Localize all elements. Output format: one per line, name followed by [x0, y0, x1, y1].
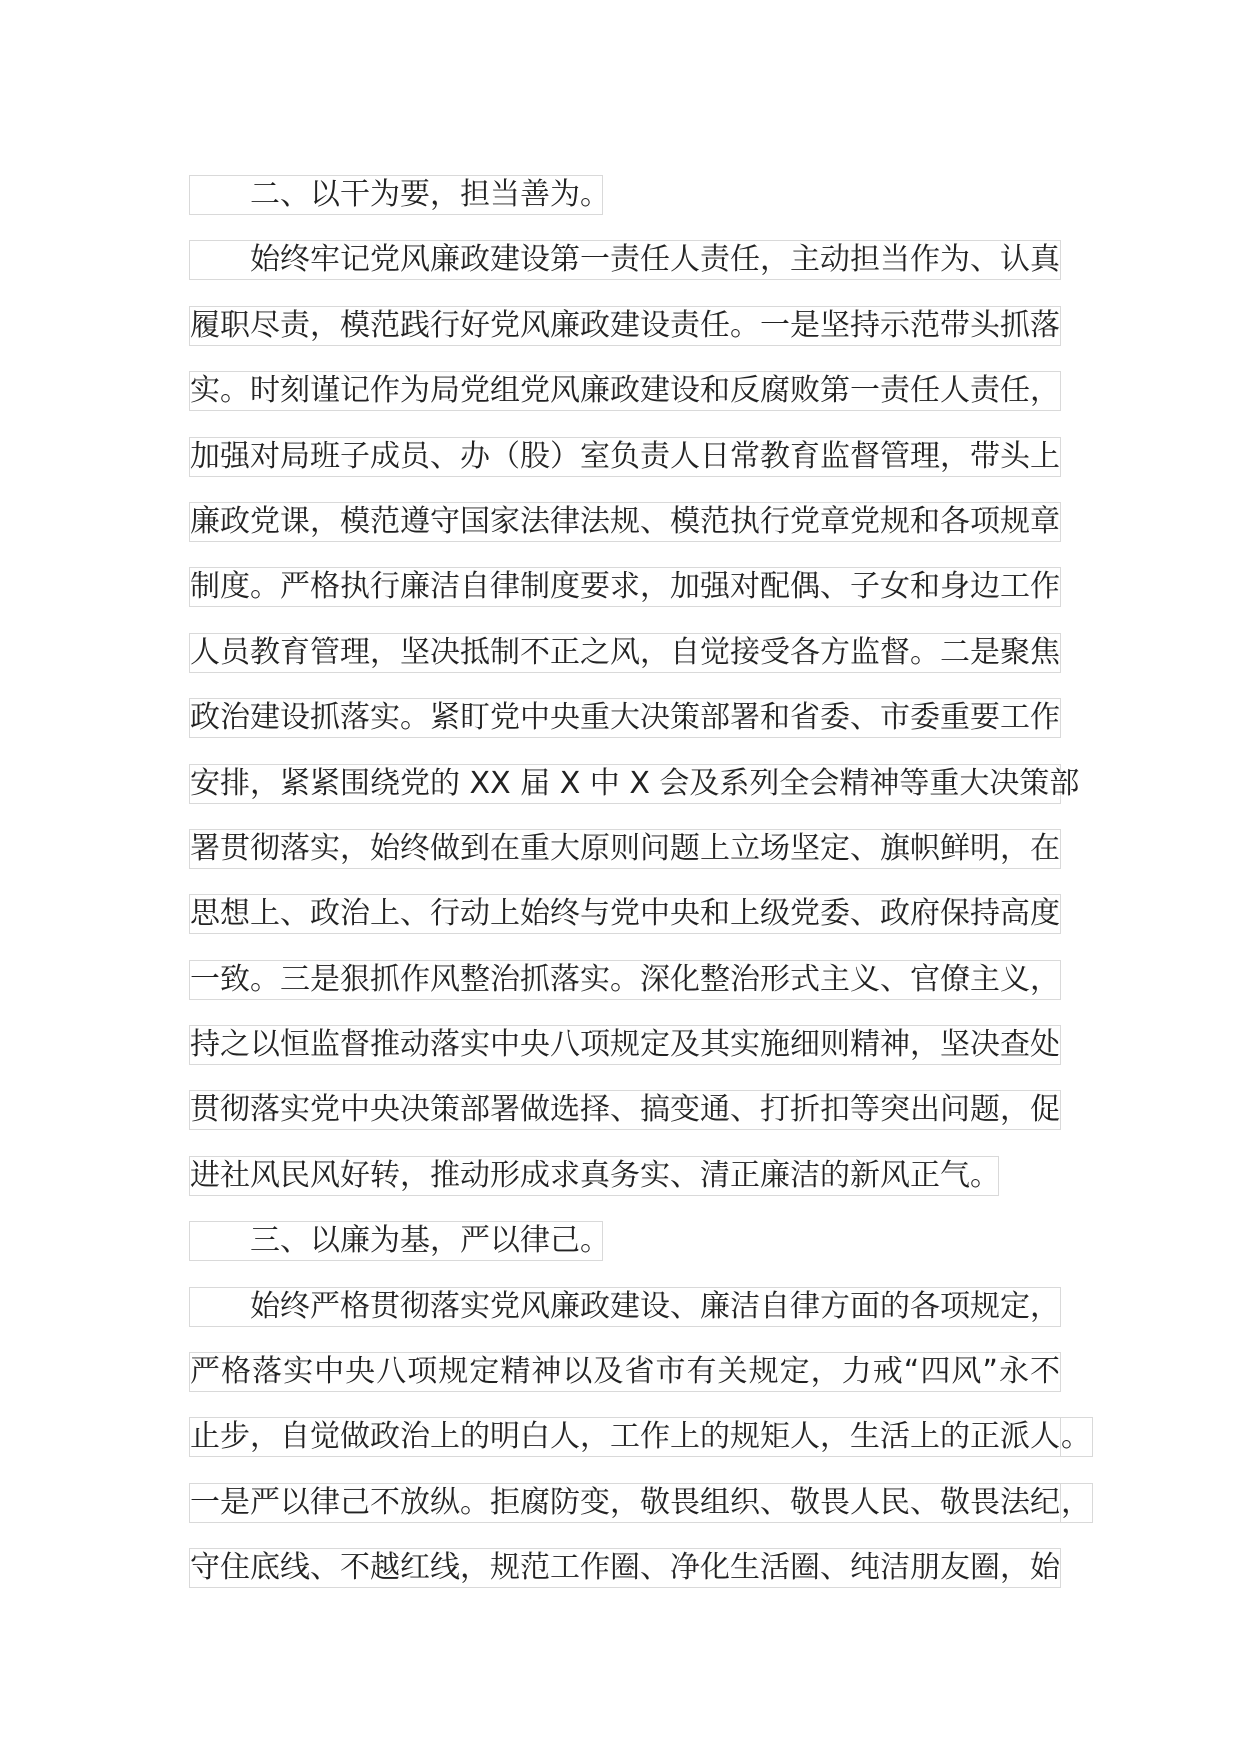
section-heading-row: [189, 175, 1093, 215]
paragraph-line: 人员教育管理，坚决抵制不正之风，自觉接受各方监督。二是聚焦: [189, 633, 1061, 673]
paragraph-line: 一致。三是狠抓作风整治抓落实。深化整治形式主义、官僚主义，: [189, 960, 1061, 1000]
paragraph-row: [189, 240, 1093, 280]
paragraph-line-overflow: ，: [1061, 1483, 1093, 1523]
paragraph-line: 贯彻落实党中央决策部署做选择、搞变通、打折扣等突出问题，促: [189, 1090, 1061, 1130]
paragraph-row: [189, 1090, 1093, 1130]
paragraph-row: [189, 894, 1093, 934]
paragraph-row: [189, 1287, 1093, 1327]
section-heading-row: [189, 1221, 1093, 1261]
paragraph-row: [189, 960, 1093, 1000]
paragraph-line: 安排，紧紧围绕党的 XX 届 X 中 X 会及系列全会精神等重大决策部: [189, 764, 1061, 804]
paragraph-line: 思想上、政治上、行动上始终与党中央和上级党委、政府保持高度: [189, 894, 1061, 934]
paragraph-row: [189, 1352, 1093, 1392]
paragraph-row: [189, 437, 1093, 477]
paragraph-line: 履职尽责，模范践行好党风廉政建设责任。一是坚持示范带头抓落: [189, 306, 1061, 346]
paragraph-row: [189, 1483, 1093, 1523]
paragraph-row: [189, 633, 1093, 673]
paragraph-line: 严格落实中央八项规定精神以及省市有关规定，力戒“四风”永不: [189, 1352, 1061, 1392]
paragraph-line-overflow: 。: [1061, 1417, 1093, 1457]
paragraph-row: [189, 567, 1093, 607]
section-heading: 二、以干为要，担当善为。: [189, 175, 603, 215]
paragraph-line: 政治建设抓落实。紧盯党中央重大决策部署和省委、市委重要工作: [189, 698, 1061, 738]
paragraph-row: [189, 1156, 1093, 1196]
paragraph-row: [189, 764, 1093, 804]
section-heading: 三、以廉为基，严以律己。: [189, 1221, 603, 1261]
document-body: [189, 175, 1093, 1614]
paragraph-line: 廉政党课，模范遵守国家法律法规、模范执行党章党规和各项规章: [189, 502, 1061, 542]
paragraph-row: [189, 502, 1093, 542]
paragraph-line: 制度。严格执行廉洁自律制度要求，加强对配偶、子女和身边工作: [189, 567, 1061, 607]
paragraph-row: [189, 1548, 1093, 1588]
paragraph-line: 守住底线、不越红线，规范工作圈、净化生活圈、纯洁朋友圈，始: [189, 1548, 1061, 1588]
paragraph-line: 加强对局班子成员、办（股）室负责人日常教育监督管理，带头上: [189, 437, 1061, 477]
paragraph-row: [189, 371, 1093, 411]
paragraph-row: [189, 1417, 1093, 1457]
paragraph-row: [189, 698, 1093, 738]
paragraph-line: 始终牢记党风廉政建设第一责任人责任，主动担当作为、认真: [189, 240, 1061, 280]
paragraph-line: 进社风民风好转，推动形成求真务实、清正廉洁的新风正气。: [189, 1156, 999, 1196]
paragraph-line: 署贯彻落实，始终做到在重大原则问题上立场坚定、旗帜鲜明，在: [189, 829, 1061, 869]
paragraph-row: [189, 829, 1093, 869]
paragraph-line: 止步，自觉做政治上的明白人，工作上的规矩人，生活上的正派人: [189, 1417, 1061, 1457]
paragraph-line: 始终严格贯彻落实党风廉政建设、廉洁自律方面的各项规定，: [189, 1287, 1061, 1327]
paragraph-row: [189, 306, 1093, 346]
paragraph-line: 实。时刻谨记作为局党组党风廉政建设和反腐败第一责任人责任，: [189, 371, 1061, 411]
paragraph-line: 持之以恒监督推动落实中央八项规定及其实施细则精神，坚决查处: [189, 1025, 1061, 1065]
paragraph-line: 一是严以律己不放纵。拒腐防变，敬畏组织、敬畏人民、敬畏法纪: [189, 1483, 1061, 1523]
paragraph-row: [189, 1025, 1093, 1065]
